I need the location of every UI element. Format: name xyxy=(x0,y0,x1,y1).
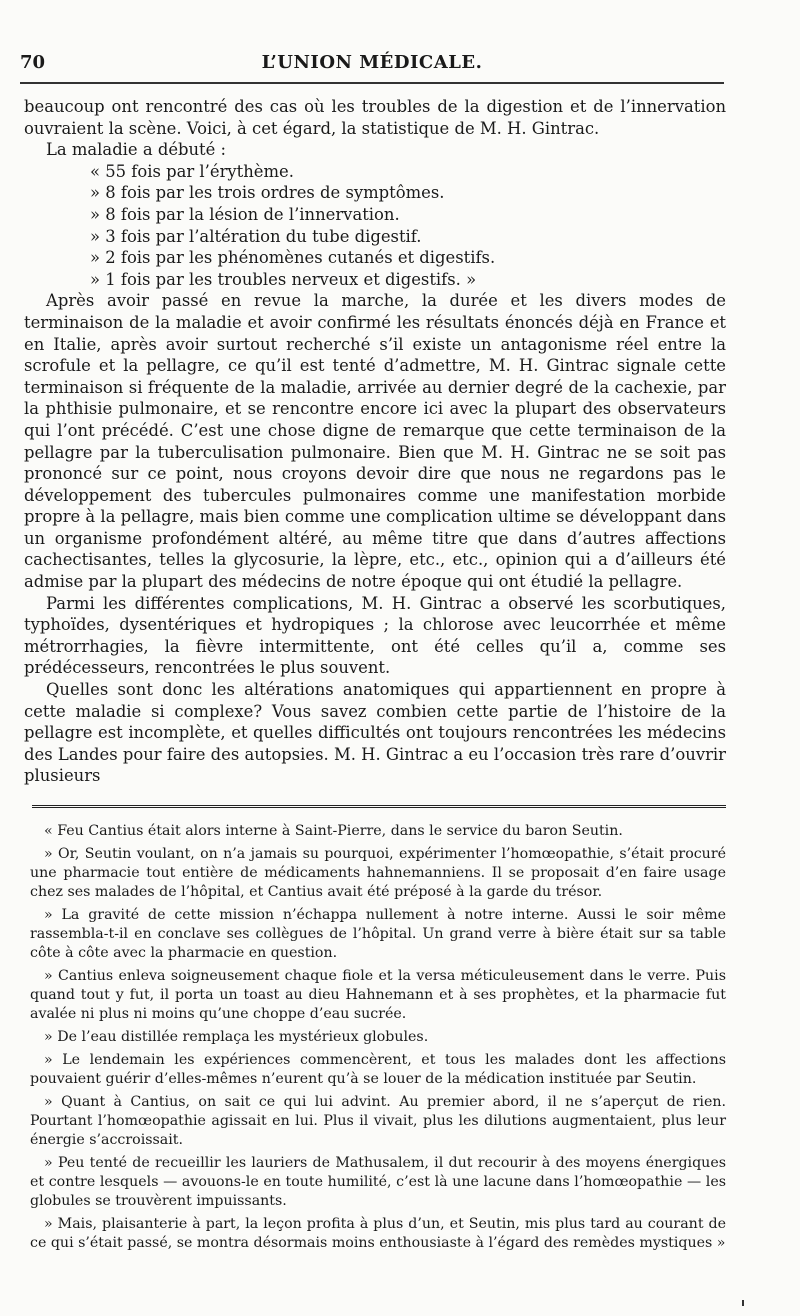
header-rule xyxy=(20,82,724,84)
footnotes xyxy=(30,822,726,1257)
footnote-separator xyxy=(32,805,726,808)
footnote-paragraph: » Mais, plaisanterie à part, la leçon profita à plus d’un, et Seutin, mis plus tard au courant de ce qui s’était passé, se montra désormais moins enthousiaste à l’égard des remèdes mystiques » xyxy=(30,1216,726,1251)
footnote-paragraph: » De l’eau distillée remplaça les mystérieux globules. xyxy=(44,1029,429,1045)
footnote-paragraph: » Or, Seutin voulant, on n’a jamais su pourquoi, expérimenter l’homœopathie, s’était procuré une pharmacie tout entière de médicaments hahnemanniens. Il se proposait d’en faire usage chez ses malades de l’hôpital, et Cantius avait été préposé à la garde du trésor. xyxy=(30,846,726,900)
paragraph-3: Après avoir passé en revue la marche, la durée et les divers modes de terminaison de la maladie et avoir confirmé les résultats énoncés déjà en France et en Italie, après avoir surtout recherché s’il existe un antagonisme réel entre la scrofule et la pellagre, ce qu’il est tenté d’admettre, M. H. Gintrac signale cette terminaison si fréquente de la maladie, arrivée au dernier degré de la cachexie, par la phthisie pulmonaire, et se rencontre encore ici avec la plupart des observateurs qui l’ont précédé. C’est une chose digne de remarque que cette terminaison de la pellagre par la tuberculisation pulmonaire. Bien que M. H. Gintrac ne se soit pas prononcé sur ce point, nous croyons devoir dire que nous ne regardons pas le développement des tubercules pulmonaires comme une manifestation morbide propre à la pellagre, mais bien comme une complication ultime se développant dans un organisme profondément altéré, au même titre que dans d’autres affections cachectisantes, telles la glycosurie, la lèpre, etc., etc., opinion qui a d’ailleurs été admise par la plupart des médecins de notre époque qui ont étudié la pellagre. xyxy=(24,291,726,592)
footnote-paragraph: » La gravité de cette mission n’échappa nullement à notre interne. Aussi le soir même rassembla-t-il en conclave ses collègues de l’hôpital. Un grand verre à bière était sur sa table côte à côte avec la pharmacie en question. xyxy=(30,907,726,961)
paragraph-1: beaucoup ont rencontré des cas où les troubles de la digestion et de l’innervation ouvraient la scène. Voici, à cet égard, la statistique de M. H. Gintrac. xyxy=(24,97,726,138)
statistic-item: » 2 fois par les phénomènes cutanés et digestifs. xyxy=(90,248,496,268)
page-number: 70 xyxy=(20,52,46,73)
page-header xyxy=(20,46,724,76)
footnote-paragraph: » Quant à Cantius, on sait ce qui lui advint. Au premier abord, il ne s’aperçut de rien. Pourtant l’homœopathie agissait en lui. Plus il vivait, plus les dilutions augmentaient, plus leur énergie s’accroissait. xyxy=(30,1094,726,1148)
paragraph-2: La maladie a débuté : xyxy=(46,140,227,160)
statistic-item: » 1 fois par les troubles nerveux et digestifs. » xyxy=(90,269,477,289)
statistic-item: » 8 fois par les trois ordres de symptômes. xyxy=(90,183,445,203)
footnote-paragraph: » Cantius enleva soigneusement chaque fiole et la versa méticuleusement dans le verre. Puis quand tout y fut, il porta un toast au dieu Hahnemann et à ses prophètes, et la pharmacie fut avalée ni plus ni moins qu’une choppe d’eau sucrée. xyxy=(30,968,726,1022)
print-mark xyxy=(742,1300,744,1306)
statistic-item: » 8 fois par la lésion de l’innervation. xyxy=(90,204,400,224)
main-text xyxy=(24,96,726,787)
footnote-paragraph: « Feu Cantius était alors interne à Saint-Pierre, dans le service du baron Seutin. xyxy=(44,823,623,839)
paragraph-4: Parmi les différentes complications, M. H. Gintrac a observé les scorbutiques, typhoïdes, dysentériques et hydropiques ; la chlorose avec leucorrhée et même métrorrhagies, la fièvre intermittente, ont été celles qu’il a, comme ses prédécesseurs, rencontrées le plus souvent. xyxy=(24,593,726,678)
running-title: L’UNION MÉDICALE. xyxy=(261,52,483,73)
statistic-item: » 3 fois par l’altération du tube digestif. xyxy=(90,226,422,246)
footnote-paragraph: » Le lendemain les expériences commencèrent, et tous les malades dont les affections pouvaient guérir d’elles-mêmes n’eurent qu’à se louer de la médication instituée par Seutin. xyxy=(30,1052,726,1087)
footnote-paragraph: » Peu tenté de recueillir les lauriers de Mathusalem, il dut recourir à des moyens énergiques et contre lesquels — avouons-le en toute humilité, c’est là une lacune dans l’homœopathie — les globules se trouvèrent impuissants. xyxy=(30,1155,726,1209)
statistics-list xyxy=(90,161,726,291)
paragraph-5: Quelles sont donc les altérations anatomiques qui appartiennent en propre à cette maladie si complexe? Vous savez combien cette partie de l’histoire de la pellagre est incomplète, et quelles difficultés ont toujours rencontrées les médecins des Landes pour faire des autopsies. M. H. Gintrac a eu l’occasion très rare d’ouvrir plusieurs xyxy=(24,680,726,786)
statistic-item: « 55 fois par l’érythème. xyxy=(90,161,294,181)
